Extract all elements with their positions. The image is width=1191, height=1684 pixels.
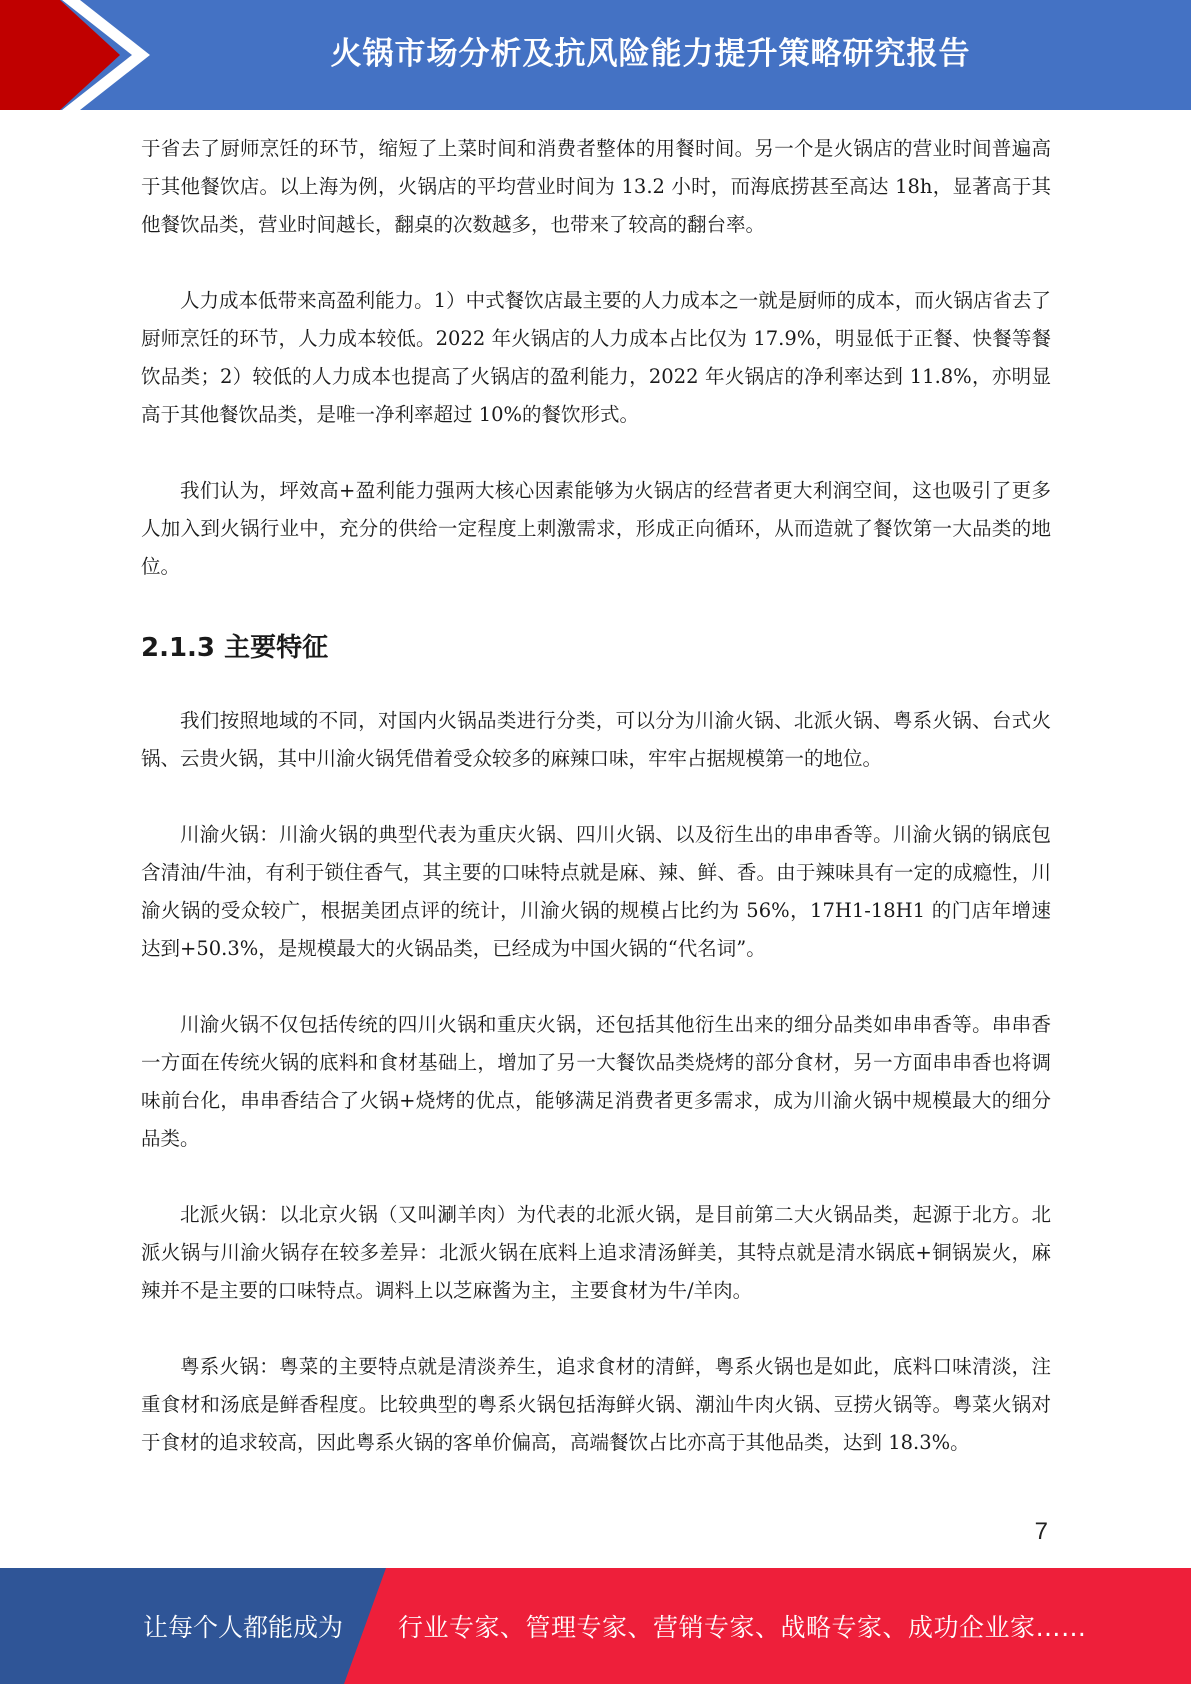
section-heading: 2.1.3 主要特征: [141, 633, 329, 663]
paragraph: 川渝火锅：川渝火锅的典型代表为重庆火锅、四川火锅、以及衍生出的串串香等。川渝火锅的锅底包含清油/牛油，有利于锁住香气，其主要的口味特点就是麻、辣、鲜、香。由于辣味具有一定的成瘾性，川渝火锅的受众较广，根据美团点评的统计，川渝火锅的规模占比约为 56%，17H1-18H1 的门店年增速达到+50.3%，是规模最大的火锅品类，已经成为中国火锅的“代名词”。: [141, 823, 1051, 960]
paragraph: 北派火锅：以北京火锅（又叫涮羊肉）为代表的北派火锅，是目前第二大火锅品类，起源于北方。北派火锅与川渝火锅存在较多差异：北派火锅在底料上追求清汤鲜美，其特点就是清水锅底+铜锅炭火，麻辣并不是主要的口味特点。调料上以芝麻酱为主，主要食材为牛/羊肉。: [141, 1203, 1051, 1302]
paragraph: 人力成本低带来高盈利能力。1）中式餐饮店最主要的人力成本之一就是厨师的成本，而火锅店省去了厨师烹饪的环节，人力成本较低。2022 年火锅店的人力成本占比仅为 17.9%，明显低于正餐、快餐等餐饮品类；2）较低的人力成本也提高了火锅店的盈利能力，2022 年火锅店的净利率达到 11.8%，亦明显高于其他餐饮品类，是唯一净利率超过 10%的餐饮形式。: [141, 289, 1051, 426]
paragraph: 于省去了厨师烹饪的环节，缩短了上菜时间和消费者整体的用餐时间。另一个是火锅店的营业时间普遍高于其他餐饮店。以上海为例，火锅店的平均营业时间为 13.2 小时，而海底捞甚至高达 18h，显著高于其他餐饮品类，营业时间越长，翻桌的次数越多，也带来了较高的翻台率。: [141, 137, 1051, 236]
page-number: 7: [1034, 1518, 1048, 1545]
page-content: [141, 130, 1051, 1500]
paragraph: 川渝火锅不仅包括传统的四川火锅和重庆火锅，还包括其他衍生出来的细分品类如串串香等。串串香一方面在传统火锅的底料和食材基础上，增加了另一大餐饮品类烧烤的部分食材，另一方面串串香也将调味前台化，串串香结合了火锅+烧烤的优点，能够满足消费者更多需求，成为川渝火锅中规模最大的细分品类。: [141, 1013, 1051, 1150]
paragraph: 我们认为，坪效高+盈利能力强两大核心因素能够为火锅店的经营者更大利润空间，这也吸引了更多人加入到火锅行业中，充分的供给一定程度上刺激需求，形成正向循环，从而造就了餐饮第一大品类的地位。: [141, 479, 1051, 578]
footer-slogan-left: 让每个人都能成为: [143, 1613, 344, 1642]
page-footer: [0, 1568, 1191, 1684]
report-title: 火锅市场分析及抗风险能力提升策略研究报告: [330, 35, 971, 72]
paragraph: 粤系火锅：粤菜的主要特点就是清淡养生，追求食材的清鲜，粤系火锅也是如此，底料口味清淡，注重食材和汤底是鲜香程度。比较典型的粤系火锅包括海鲜火锅、潮汕牛肉火锅、豆捞火锅等。粤菜火锅对于食材的追求较高，因此粤系火锅的客单价偏高，高端餐饮占比亦高于其他品类，达到 18.3%。: [141, 1355, 1051, 1454]
page-header: [0, 0, 1191, 110]
footer-slogan-right: 行业专家、管理专家、营销专家、战略专家、成功企业家……: [398, 1613, 1087, 1642]
paragraph: 我们按照地域的不同，对国内火锅品类进行分类，可以分为川渝火锅、北派火锅、粤系火锅、台式火锅、云贵火锅，其中川渝火锅凭借着受众较多的麻辣口味，牢牢占据规模第一的地位。: [141, 709, 1051, 770]
